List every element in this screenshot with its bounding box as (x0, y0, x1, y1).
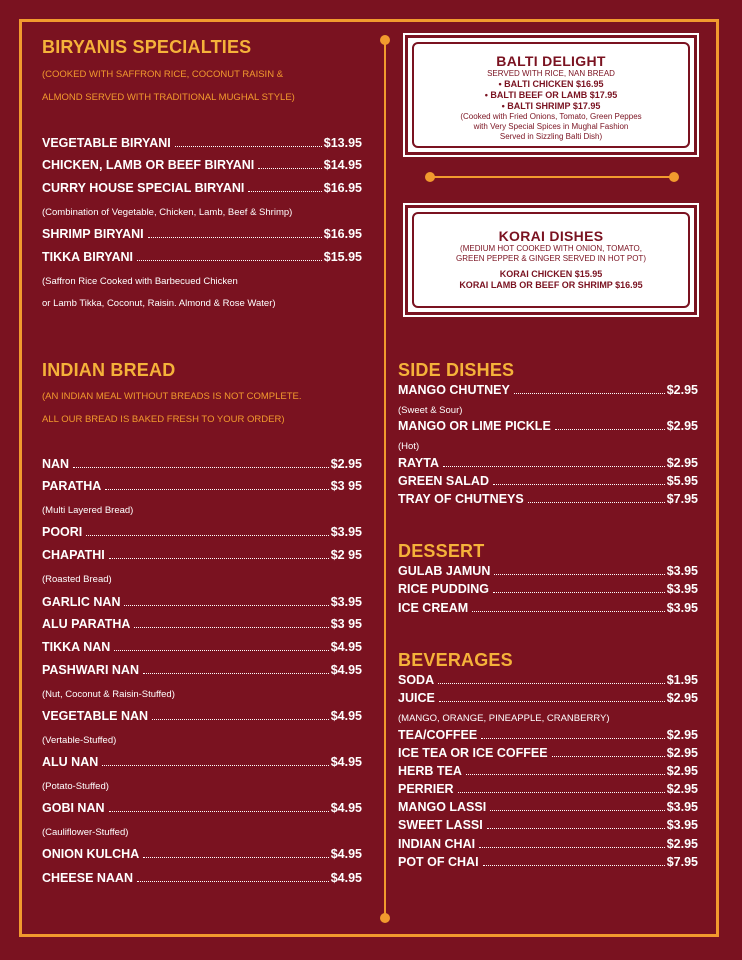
item-name: MANGO LASSI (398, 800, 487, 814)
item-name: PERRIER (398, 782, 454, 796)
item-name: INDIAN CHAI (398, 837, 476, 851)
menu-item-pashwari-nan (42, 663, 362, 677)
leader-dots (443, 466, 665, 467)
leader-dots (105, 489, 328, 490)
menu-item-garlic-nan (42, 595, 362, 609)
item-name: ICE CREAM (398, 601, 469, 615)
korai-item-chicken: KORAI CHICKEN $15.95 (499, 269, 603, 279)
balti-item-chicken: • BALTI CHICKEN $16.95 (498, 79, 604, 89)
menu-item-perrier (398, 782, 698, 796)
menu-item-poori (42, 525, 362, 539)
item-price: $4.95 (330, 755, 362, 769)
leader-dots (152, 719, 329, 720)
item-price: $3.95 (666, 818, 698, 832)
menu-item-indian-chai (398, 837, 698, 851)
item-name: TIKKA NAN (42, 640, 111, 654)
item-name: TRAY OF CHUTNEYS (398, 492, 524, 506)
item-name: CURRY HOUSE SPECIAL BIRYANI (42, 181, 245, 195)
sides-section-title: SIDE DISHES (398, 360, 515, 380)
item-description: (Sweet & Sour) (398, 405, 463, 416)
item-price: $3.95 (330, 595, 362, 609)
leader-dots (143, 673, 329, 674)
item-name: RAYTA (398, 456, 439, 470)
item-price: $3 95 (330, 617, 362, 631)
menu-item-gulab-jamun (398, 564, 698, 578)
item-price: $2.95 (666, 383, 698, 397)
leader-dots (552, 756, 665, 757)
leader-dots (439, 701, 665, 702)
menu-item-chapathi (42, 548, 362, 562)
separator-dot-right (669, 172, 679, 182)
balti-description: Served in Sizzling Balti Dish) (499, 132, 603, 141)
item-name: TIKKA BIRYANI (42, 250, 133, 264)
item-name: GREEN SALAD (398, 474, 489, 488)
menu-item-vegetable-nan (42, 709, 362, 723)
item-description: (Hot) (398, 441, 420, 452)
menu-item-nan (42, 457, 362, 471)
item-name: TEA/COFFEE (398, 728, 478, 742)
korai-dishes-box (405, 205, 697, 315)
item-price: $3.95 (666, 800, 698, 814)
menu-item-gobi-nan (42, 801, 362, 815)
menu-item-tikka-nan (42, 640, 362, 654)
biryani-section-title: BIRYANIS SPECIALTIES (42, 37, 252, 57)
item-price: $16.95 (323, 227, 362, 241)
leader-dots (472, 611, 665, 612)
menu-item-mango-lime-pickle (398, 419, 698, 433)
leader-dots (86, 535, 328, 536)
separator-dot-left (425, 172, 435, 182)
leader-dots (248, 191, 321, 192)
item-description: (Potato-Stuffed) (42, 781, 109, 792)
menu-item-ice-cream (398, 601, 698, 615)
menu-item-rice-pudding (398, 582, 698, 596)
dessert-section-title: DESSERT (398, 541, 485, 561)
biryani-note-line-1: (COOKED WITH SAFFRON RICE, COCONUT RAISIN & (42, 69, 284, 80)
item-price: $2.95 (666, 837, 698, 851)
item-price: $2.95 (666, 419, 698, 433)
menu-item-mango-lassi (398, 800, 698, 814)
menu-item-tray-of-chutneys (398, 492, 698, 506)
korai-description: (MEDIUM HOT COOKED WITH ONION, TOMATO, (460, 244, 642, 253)
item-name: SHRIMP BIRYANI (42, 227, 144, 241)
menu-item-soda (398, 673, 698, 687)
korai-title: KORAI DISHES (498, 228, 604, 244)
leader-dots (555, 429, 665, 430)
korai-description: GREEN PEPPER & GINGER SERVED IN HOT POT) (456, 254, 646, 263)
item-price: $3.95 (330, 525, 362, 539)
balti-description: with Very Special Spices in Mughal Fashion (473, 122, 629, 131)
item-name: CHAPATHI (42, 548, 105, 562)
item-price: $3 95 (330, 479, 362, 493)
leader-dots (73, 467, 329, 468)
balti-delight-box (405, 35, 697, 155)
item-price: $5.95 (666, 474, 698, 488)
item-price: $3.95 (666, 582, 698, 596)
item-name: GARLIC NAN (42, 595, 121, 609)
item-price: $2.95 (666, 691, 698, 705)
divider-dot-bottom (380, 913, 390, 923)
leader-dots (528, 502, 665, 503)
leader-dots (114, 650, 328, 651)
item-name: RICE PUDDING (398, 582, 489, 596)
item-name: SWEET LASSI (398, 818, 483, 832)
menu-item-shrimp-biryani (42, 227, 362, 241)
leader-dots (493, 592, 665, 593)
item-price: $13.95 (323, 136, 362, 150)
bread-note-line-1: (AN INDIAN MEAL WITHOUT BREADS IS NOT COMPLETE. (42, 391, 302, 402)
leader-dots (109, 558, 329, 559)
item-name: JUICE (398, 691, 435, 705)
item-description: (Roasted Bread) (42, 574, 112, 585)
box-separator-line (430, 176, 673, 178)
item-description: or Lamb Tikka, Coconut, Raisin. Almond & Rose Water) (42, 298, 276, 309)
item-price: $14.95 (323, 158, 362, 172)
item-price: $2.95 (666, 746, 698, 760)
item-price: $15.95 (323, 250, 362, 264)
leader-dots (124, 605, 328, 606)
balti-description: (Cooked with Fried Onions, Tomato, Green Peppes (460, 112, 642, 121)
menu-item-curry-house-special-biryani (42, 181, 362, 195)
item-name: ONION KULCHA (42, 847, 140, 861)
item-price: $3.95 (666, 601, 698, 615)
item-description: (MANGO, ORANGE, PINEAPPLE, CRANBERRY) (398, 713, 610, 724)
menu-item-sweet-lassi (398, 818, 698, 832)
item-price: $2 95 (330, 548, 362, 562)
item-price: $2.95 (330, 457, 362, 471)
leader-dots (143, 857, 329, 858)
item-name: POT OF CHAI (398, 855, 479, 869)
item-description: (Multi Layered Bread) (42, 505, 134, 516)
item-price: $1.95 (666, 673, 698, 687)
item-name: VEGETABLE BIRYANI (42, 136, 171, 150)
menu-item-onion-kulcha (42, 847, 362, 861)
leader-dots (258, 168, 321, 169)
menu-item-paratha (42, 479, 362, 493)
menu-item-vegetable-biryani (42, 136, 362, 150)
leader-dots (494, 574, 664, 575)
menu-item-rayta (398, 456, 698, 470)
leader-dots (175, 146, 322, 147)
menu-item-green-salad (398, 474, 698, 488)
item-name: GULAB JAMUN (398, 564, 491, 578)
item-name: ALU NAN (42, 755, 99, 769)
menu-item-chicken-lamb-beef-biryani (42, 158, 362, 172)
menu-item-cheese-naan (42, 871, 362, 885)
korai-item-lamb-beef-shrimp: KORAI LAMB OR BEEF OR SHRIMP $16.95 (459, 280, 643, 290)
item-price: $4.95 (330, 663, 362, 677)
item-price: $3.95 (666, 564, 698, 578)
menu-item-tikka-biryani (42, 250, 362, 264)
biryani-note-line-2: ALMOND SERVED WITH TRADITIONAL MUGHAL STYLE) (42, 92, 295, 103)
item-price: $4.95 (330, 871, 362, 885)
item-name: NAN (42, 457, 70, 471)
menu-item-alu-paratha (42, 617, 362, 631)
leader-dots (102, 765, 328, 766)
center-divider-line (384, 40, 386, 918)
item-price: $4.95 (330, 801, 362, 815)
beverages-section-title: BEVERAGES (398, 650, 513, 670)
item-description: (Combination of Vegetable, Chicken, Lamb, Beef & Shrimp) (42, 207, 293, 218)
item-price: $4.95 (330, 709, 362, 723)
item-name: VEGETABLE NAN (42, 709, 149, 723)
item-price: $2.95 (666, 728, 698, 742)
item-price: $7.95 (666, 855, 698, 869)
bread-section-title: INDIAN BREAD (42, 360, 176, 380)
item-name: CHEESE NAAN (42, 871, 133, 885)
item-description: (Cauliflower-Stuffed) (42, 827, 129, 838)
leader-dots (493, 484, 665, 485)
item-name: CHICKEN, LAMB OR BEEF BIRYANI (42, 158, 255, 172)
item-price: $7.95 (666, 492, 698, 506)
bread-note-line-2: ALL OUR BREAD IS BAKED FRESH TO YOUR ORDER) (42, 414, 285, 425)
item-name: SODA (398, 673, 435, 687)
item-price: $4.95 (330, 847, 362, 861)
leader-dots (514, 393, 665, 394)
item-name: ICE TEA OR ICE COFFEE (398, 746, 548, 760)
leader-dots (438, 683, 665, 684)
item-description: (Saffron Rice Cooked with Barbecued Chicken (42, 276, 238, 287)
menu-item-juice (398, 691, 698, 705)
leader-dots (479, 847, 665, 848)
leader-dots (481, 738, 665, 739)
item-name: MANGO CHUTNEY (398, 383, 510, 397)
item-price: $4.95 (330, 640, 362, 654)
balti-served-with: SERVED WITH RICE, NAN BREAD (487, 69, 615, 78)
leader-dots (487, 828, 665, 829)
item-name: PASHWARI NAN (42, 663, 139, 677)
menu-item-alu-nan (42, 755, 362, 769)
leader-dots (483, 865, 665, 866)
leader-dots (137, 881, 329, 882)
leader-dots (109, 811, 329, 812)
item-price: $2.95 (666, 782, 698, 796)
menu-item-mango-chutney (398, 383, 698, 397)
item-description: (Vertable-Stuffed) (42, 735, 117, 746)
item-price: $2.95 (666, 764, 698, 778)
item-name: PARATHA (42, 479, 102, 493)
item-name: ALU PARATHA (42, 617, 131, 631)
leader-dots (148, 237, 322, 238)
item-name: GOBI NAN (42, 801, 105, 815)
menu-item-herb-tea (398, 764, 698, 778)
menu-item-ice-tea-coffee (398, 746, 698, 760)
leader-dots (458, 792, 665, 793)
item-name: MANGO OR LIME PICKLE (398, 419, 551, 433)
item-description: (Nut, Coconut & Raisin-Stuffed) (42, 689, 175, 700)
item-name: POORI (42, 525, 83, 539)
balti-item-shrimp: • BALTI SHRIMP $17.95 (501, 101, 601, 111)
menu-item-tea-coffee (398, 728, 698, 742)
leader-dots (490, 810, 665, 811)
item-price: $16.95 (323, 181, 362, 195)
menu-item-pot-of-chai (398, 855, 698, 869)
balti-title: BALTI DELIGHT (496, 53, 606, 69)
item-name: HERB TEA (398, 764, 462, 778)
item-price: $2.95 (666, 456, 698, 470)
balti-item-beef-lamb: • BALTI BEEF OR LAMB $17.95 (484, 90, 618, 100)
leader-dots (134, 627, 328, 628)
leader-dots (137, 260, 322, 261)
divider-dot-top (380, 35, 390, 45)
leader-dots (466, 774, 665, 775)
